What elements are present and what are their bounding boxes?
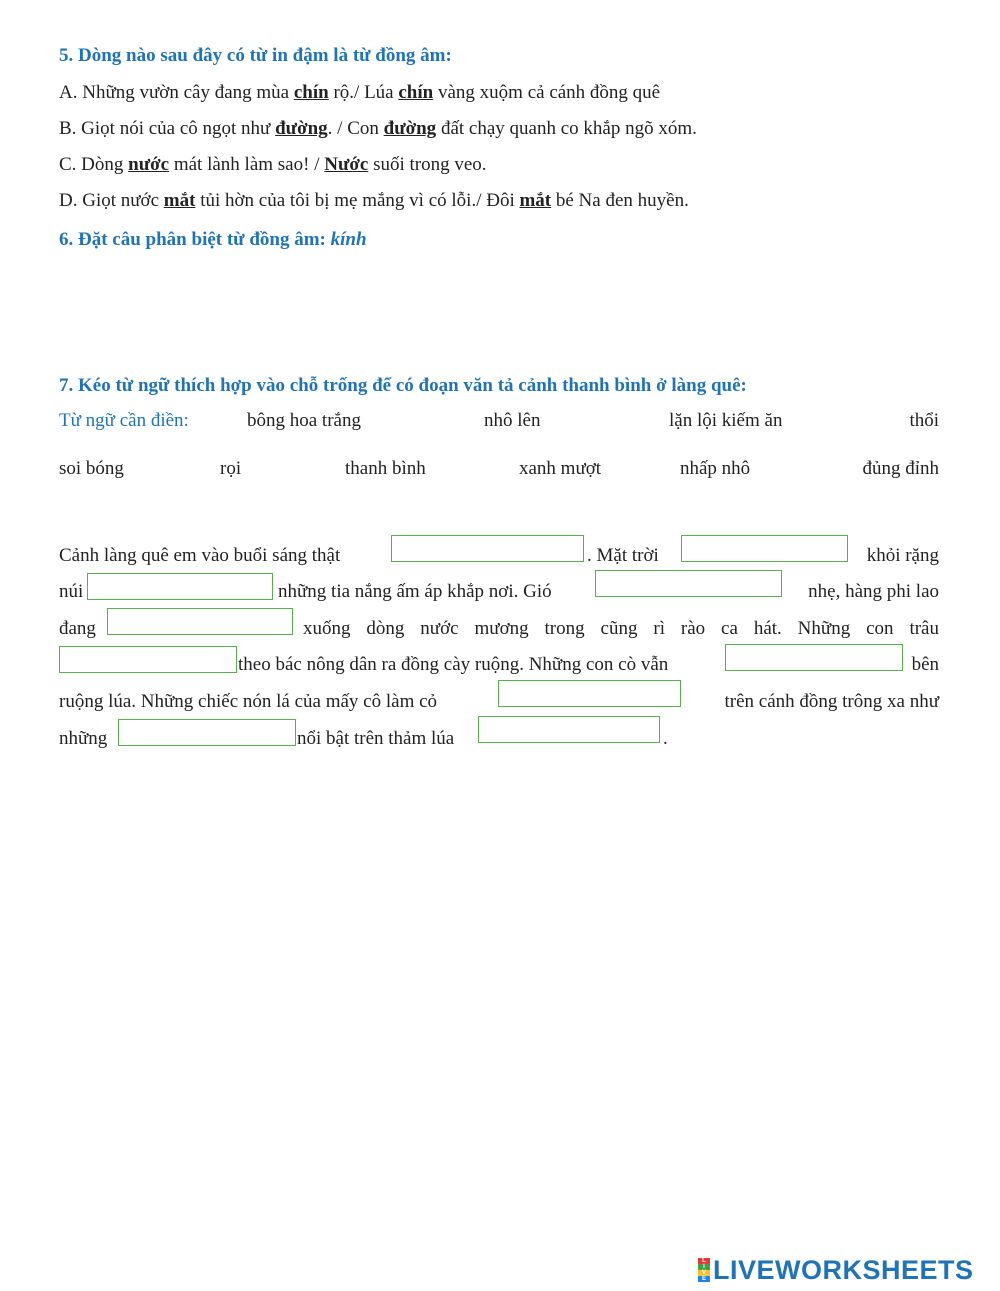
live-letter: I (698, 1264, 710, 1270)
q6-title-text: 6. Đặt câu phân biệt từ đồng âm: (59, 229, 331, 250)
live-letter: V (698, 1270, 710, 1276)
q5-option-b (59, 118, 697, 140)
option-text: bé Na đen huyền. (551, 190, 689, 211)
word-bank-row-2 (59, 456, 939, 486)
paragraph-text: núi (59, 581, 84, 602)
word-chip[interactable]: rọi (220, 458, 242, 479)
bold-word: Nước (324, 154, 369, 175)
q5-option-d (59, 190, 689, 212)
drop-box-4[interactable] (595, 570, 782, 597)
option-text: mát lành làm sao! / (169, 154, 325, 175)
word-chip[interactable]: soi bóng (59, 458, 124, 479)
q5-option-c (59, 154, 487, 176)
paragraph-text: . (663, 728, 668, 749)
drop-box-8[interactable] (498, 680, 681, 707)
paragraph-text: đang (59, 618, 96, 639)
word-bank-row-1 (59, 408, 939, 438)
bold-word: đường (275, 118, 328, 139)
bold-word: mắt (519, 190, 552, 211)
liveworksheets-logo (698, 1255, 974, 1285)
option-text: đất chạy quanh co khắp ngõ xóm. (436, 118, 697, 139)
word-chip[interactable]: bông hoa trắng (247, 410, 361, 431)
live-letter: L (698, 1258, 710, 1264)
paragraph-text: khỏi rặng (866, 545, 939, 566)
drop-box-6[interactable] (59, 646, 237, 673)
paragraph-text: ruộng lúa. Những chiếc nón lá của mấy cô làm cỏ (59, 691, 438, 712)
option-text: B. Giọt nói của cô ngọt như (59, 118, 276, 139)
paragraph-text: bên (911, 654, 939, 675)
drop-box-10[interactable] (478, 716, 660, 743)
word-chip[interactable]: nhấp nhô (680, 458, 751, 479)
question-7-title: 7. Kéo từ ngữ thích hợp vào chỗ trống để có đoạn văn tả cảnh thanh bình ở làng quê: (59, 375, 747, 396)
drop-box-3[interactable] (87, 573, 273, 600)
question-6-title (59, 229, 367, 251)
bold-word: mắt (163, 190, 196, 211)
paragraph-text: Cảnh làng quê em vào buổi sáng thật (59, 545, 341, 566)
option-text: suối trong veo. (368, 154, 487, 175)
bold-word: đường (383, 118, 437, 139)
paragraph-text: xuống dòng nước mương trong cũng rì rào ca hát. Những con trâu (303, 618, 939, 639)
drop-box-1[interactable] (391, 535, 584, 562)
option-text: C. Dòng (59, 154, 129, 175)
live-badge-icon (698, 1258, 710, 1282)
paragraph-text: những (59, 728, 108, 749)
word-chip[interactable]: thổi (909, 410, 939, 431)
q6-word: kính (330, 229, 367, 250)
word-chip[interactable]: xanh mượt (519, 458, 602, 479)
word-chip[interactable]: lặn lội kiếm ăn (669, 410, 783, 431)
brand-name: LIVEWORKSHEETS (713, 1254, 974, 1285)
bold-word: chín (293, 82, 329, 103)
bold-word: chín (398, 82, 434, 103)
word-chip[interactable]: đủng đỉnh (862, 458, 939, 479)
drop-box-5[interactable] (107, 608, 293, 635)
option-text: D. Giọt nước (59, 190, 164, 211)
live-letter: E (698, 1276, 710, 1282)
option-text: A. Những vườn cây đang mùa (59, 82, 294, 103)
word-chip[interactable]: thanh bình (345, 458, 426, 479)
drop-box-9[interactable] (118, 719, 296, 746)
word-bank-label: Từ ngữ cần điền: (59, 410, 189, 431)
option-text: rộ./ Lúa (328, 82, 399, 103)
paragraph-text: nổi bật trên thảm lúa (297, 728, 455, 749)
word-chip[interactable]: nhô lên (484, 410, 541, 431)
paragraph-text: nhẹ, hàng phi lao (808, 581, 939, 602)
paragraph-text: theo bác nông dân ra đồng cày ruộng. Những con cò vẫn (238, 654, 669, 675)
drop-box-2[interactable] (681, 535, 848, 562)
bold-word: nước (128, 154, 170, 175)
paragraph-text: . Mặt trời (587, 545, 659, 566)
fill-paragraph (59, 540, 939, 760)
question-5-title: 5. Dòng nào sau đây có từ in đậm là từ đồng âm: (59, 45, 452, 66)
q5-option-a (59, 82, 660, 104)
paragraph-text: những tia nắng ấm áp khắp nơi. Gió (278, 581, 552, 602)
option-text: tủi hờn của tôi bị mẹ mắng vì có lỗi./ Đôi (195, 190, 520, 211)
option-text: . / Con (327, 118, 384, 139)
paragraph-text: trên cánh đồng trông xa như (724, 691, 939, 712)
option-text: vàng xuộm cả cánh đồng quê (433, 82, 661, 103)
drop-box-7[interactable] (725, 644, 903, 671)
